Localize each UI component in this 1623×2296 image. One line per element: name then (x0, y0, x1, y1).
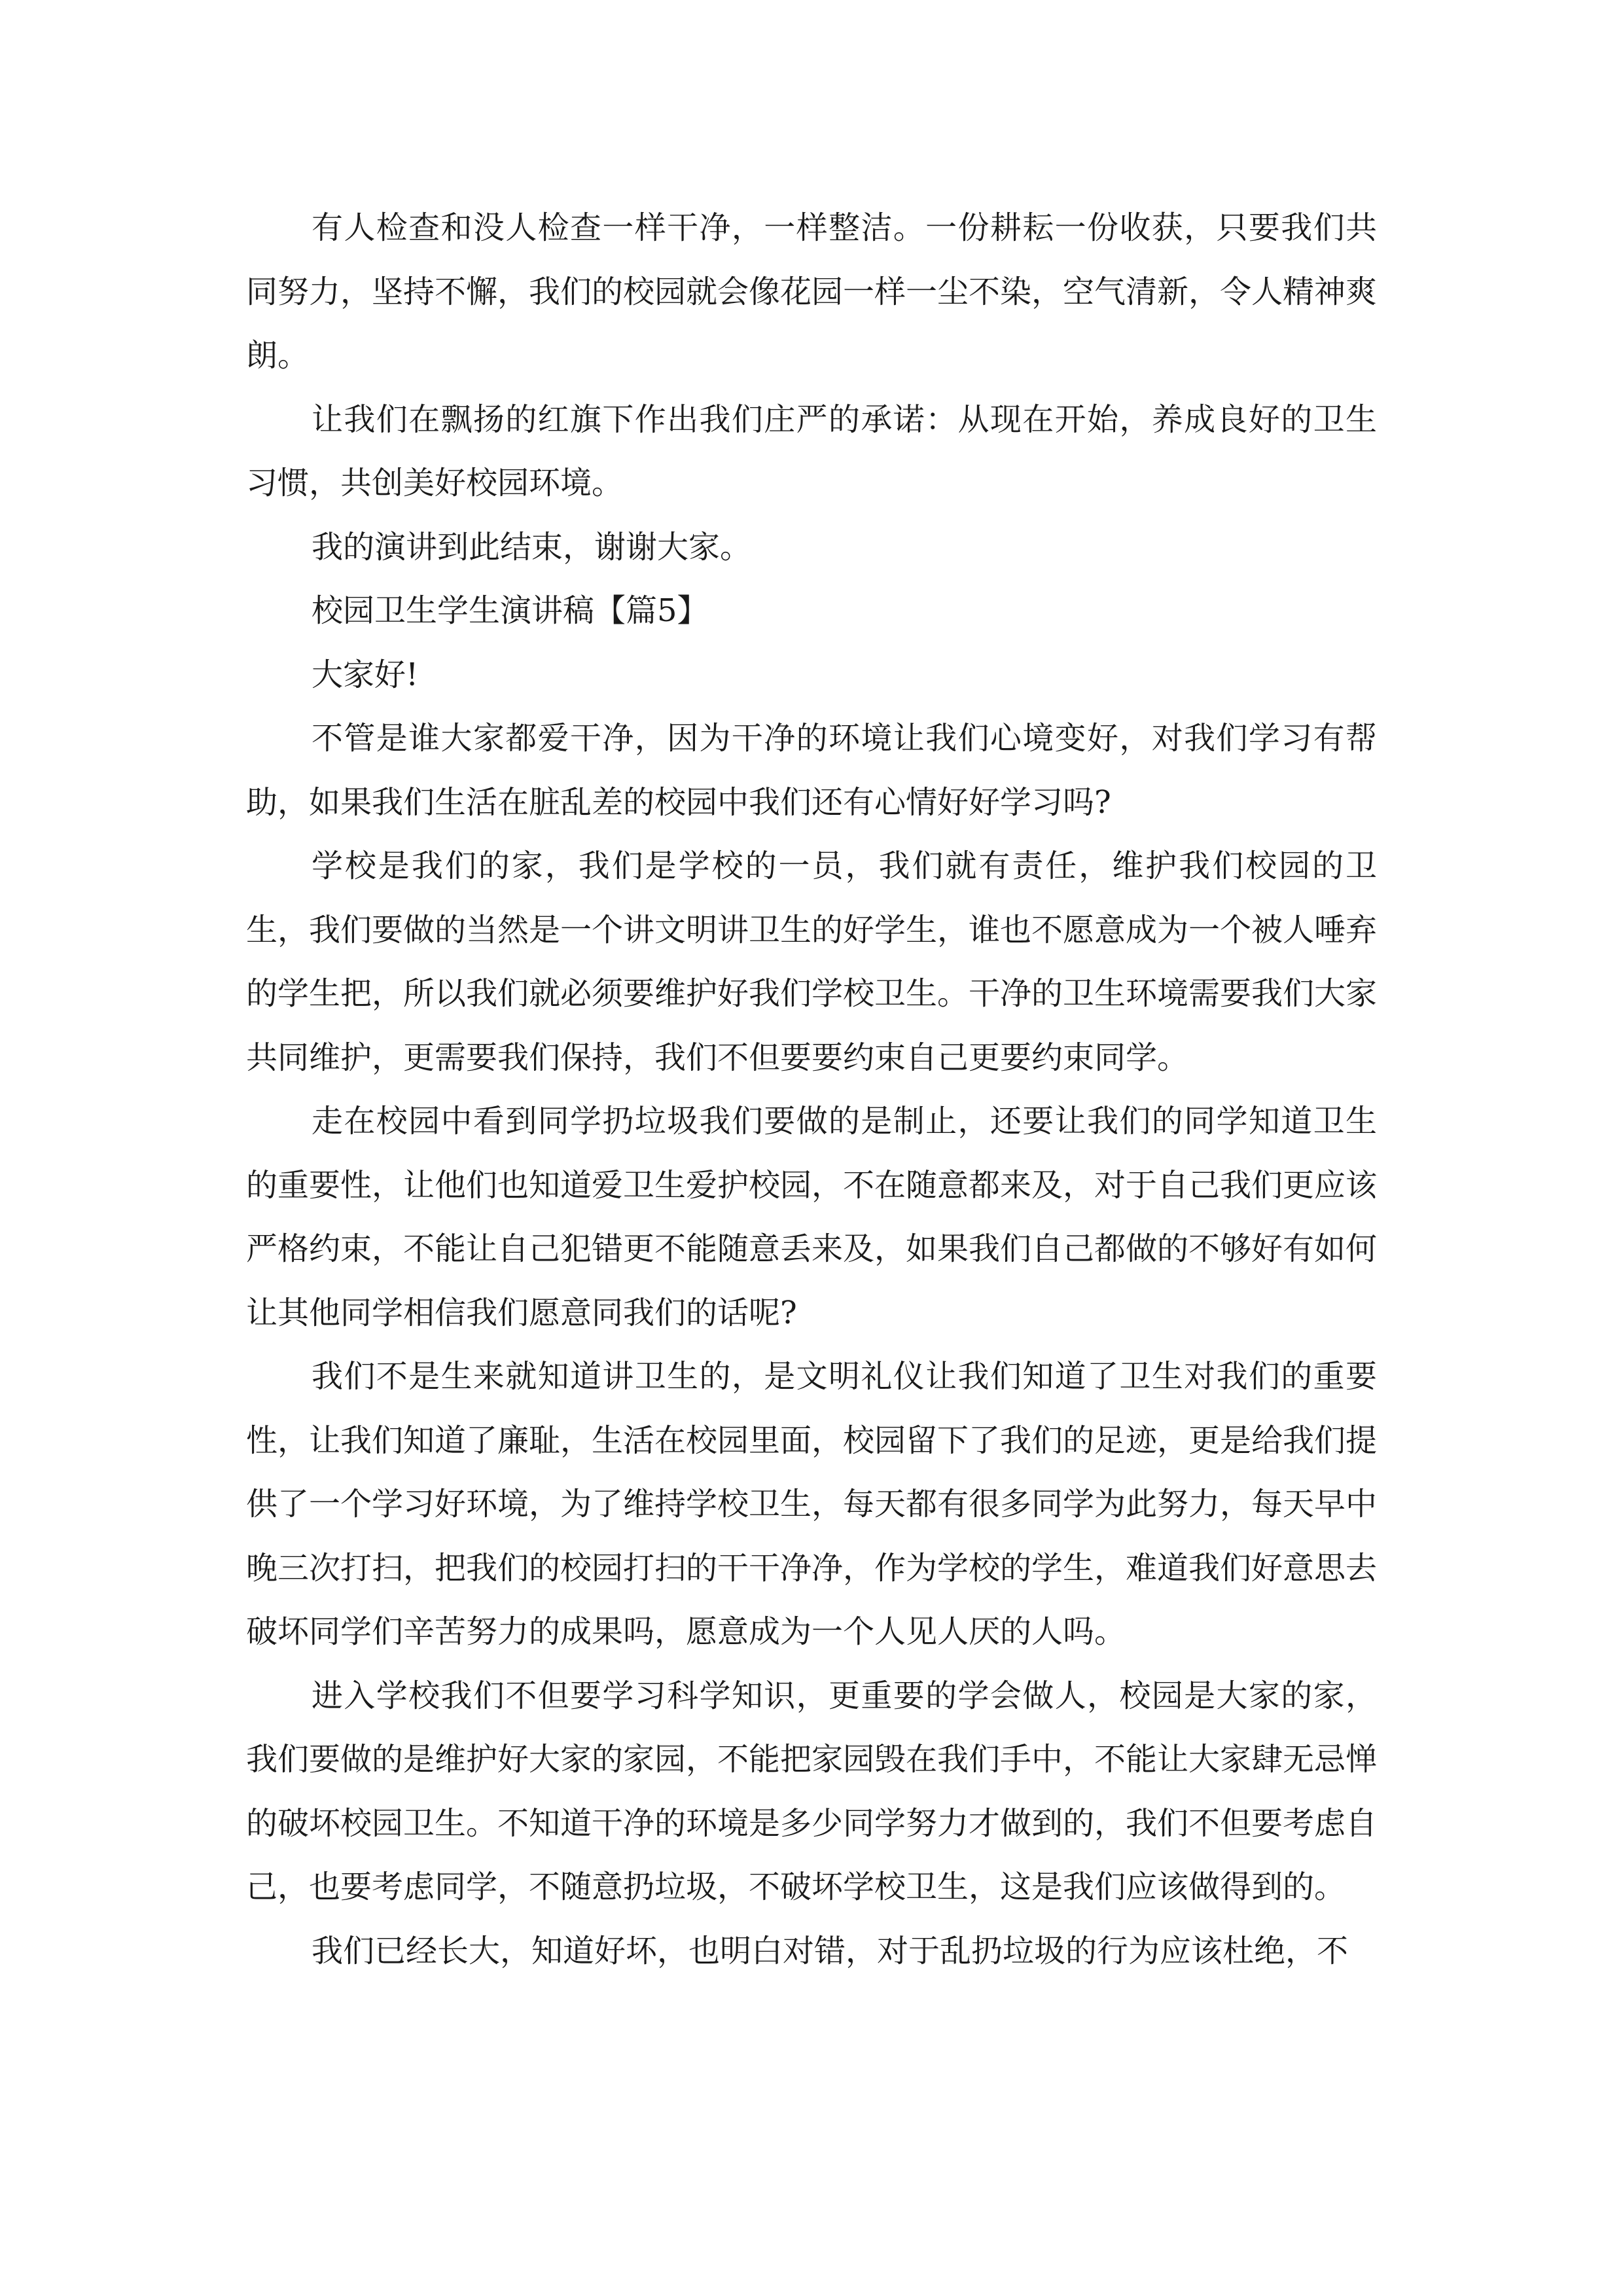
paragraph: 让我们在飘扬的红旗下作出我们庄严的承诺：从现在开始，养成良好的卫生习惯，共创美好校园环境。 (246, 401, 1377, 501)
greeting: 大家好! (312, 656, 419, 693)
paragraph: 学校是我们的家，我们是学校的一员，我们就有责任，维护我们校园的卫生，我们要做的当然是一个讲文明讲卫生的好学生，谁也不愿意成为一个被人唾弃的学生把，所以我们就必须要维护好我们学校卫生。干净的卫生环境需要我们大家共同维护，更需要我们保持，我们不但要要约束自己更要约束同学。 (246, 848, 1378, 1076)
speech-text (246, 196, 1377, 1983)
paragraph: 我的演讲到此结束，谢谢大家。 (312, 528, 752, 565)
paragraph: 我们不是生来就知道讲卫生的，是文明礼仪让我们知道了卫生对我们的重要性，让我们知道了廉耻，生活在校园里面，校园留下了我们的足迹，更是给我们提供了一个学习好环境，为了维持学校卫生，每天都有很多同学为此努力，每天早中晚三次打扫，把我们的校园打扫的干干净净，作为学校的学生，难道我们好意思去破坏同学们辛苦努力的成果吗，愿意成为一个人见人厌的人吗。 (246, 1358, 1378, 1650)
paragraph: 进入学校我们不但要学习科学知识，更重要的学会做人，校园是大家的家，我们要做的是维护好大家的家园，不能把家园毁在我们手中，不能让大家肆无忌惮的破坏校园卫生。不知道干净的环境是多少同学努力才做到的，我们不但要考虑自己，也要考虑同学，不随意扔垃圾，不破坏学校卫生，这是我们应该做得到的。 (246, 1677, 1378, 1905)
paragraph: 有人检查和没人检查一样干净，一样整洁。一份耕耘一份收获，只要我们共同努力，坚持不懈，我们的校园就会像花园一样一尘不染，空气清新，令人精神爽朗。 (246, 209, 1378, 374)
paragraph: 走在校园中看到同学扔垃圾我们要做的是制止，还要让我们的同学知道卫生的重要性，让他们也知道爱卫生爱护校园，不在随意都来及，对于自己我们更应该严格约束，不能让自己犯错更不能随意丢来及，如果我们自己都做的不够好有如何让其他同学相信我们愿意同我们的话呢? (246, 1103, 1378, 1331)
paragraph: 不管是谁大家都爱干净，因为干净的环境让我们心境变好，对我们学习有帮助，如果我们生活在脏乱差的校园中我们还有心情好好学习吗? (246, 720, 1377, 821)
paragraph: 我们已经长大，知道好坏，也明白对错，对于乱扔垃圾的行为应该杜绝，不 (312, 1932, 1349, 1969)
section-title: 校园卫生学生演讲稿【篇5】 (312, 592, 709, 629)
